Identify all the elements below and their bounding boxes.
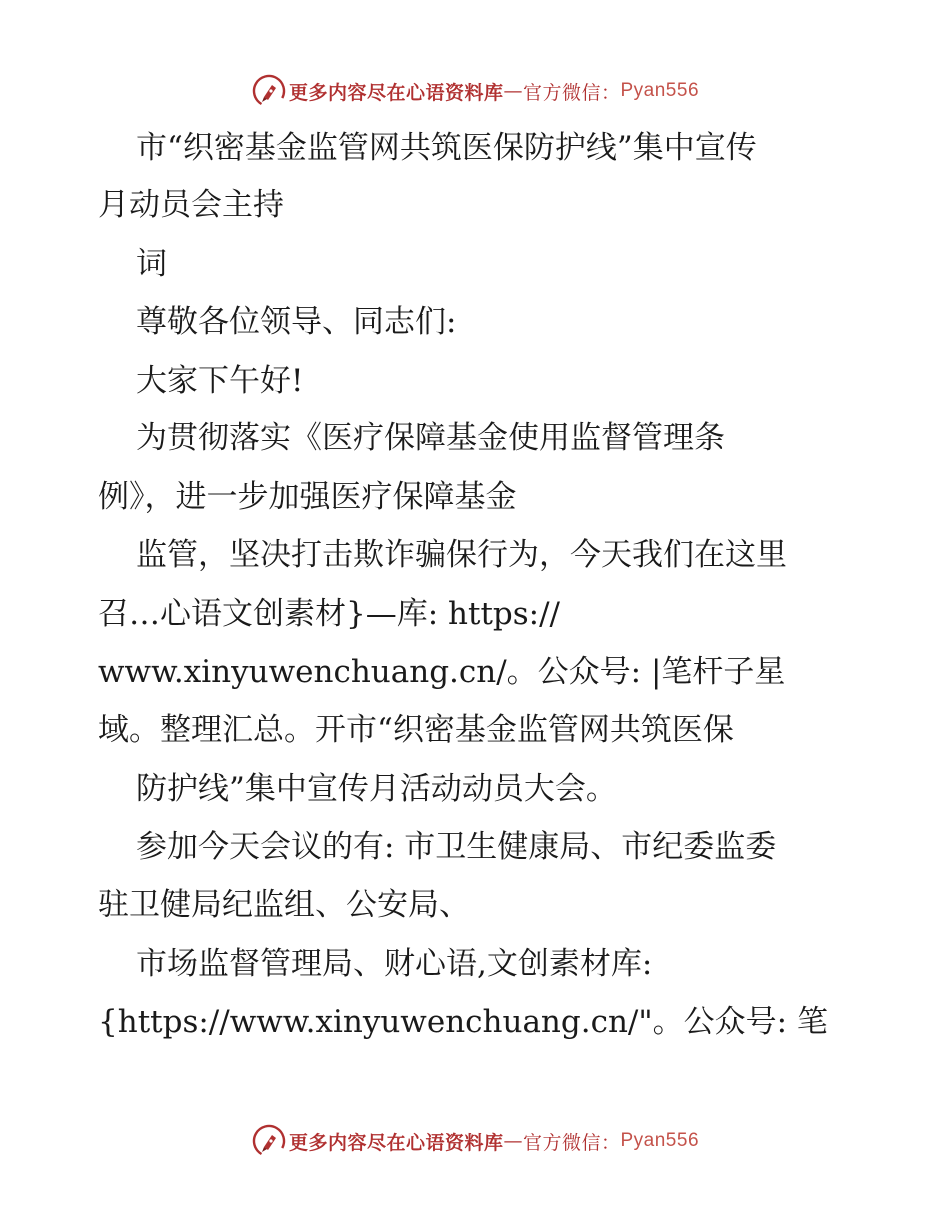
text-line: 召…心语文创素材}—库: https:// [98, 596, 560, 632]
text-line: 为贯彻落实《医疗保障基金使用监督管理条 [136, 420, 725, 456]
text-line: www.xinyuwenchuang.cn/。公众号: |笔杆子星 [98, 654, 786, 690]
banner-dash: — [503, 80, 523, 102]
text-line: 词 [136, 246, 167, 282]
text-line: {https://www.xinyuwenchuang.cn/"。公众号: 笔 [98, 1004, 828, 1040]
text-line: 参加今天会议的有: 市卫生健康局、市纪委监委 [136, 829, 777, 865]
banner-site-text: 更多内容尽在心语资料库 [288, 1131, 504, 1154]
header-banner [0, 71, 950, 111]
text-line: 大家下午好! [136, 363, 304, 399]
text-line: 月动员会主持 [98, 187, 284, 223]
text-line: 域。整理汇总。开市“织密基金监管网共筑医保 [98, 712, 734, 748]
banner-wechat-label: 官方微信： [522, 1131, 621, 1154]
text-line: 监管，坚决打击欺诈骗保行为，今天我们在这里 [136, 537, 787, 573]
pen-nib-logo-icon [251, 73, 287, 109]
pen-nib-logo-icon [251, 1123, 287, 1159]
banner-wechat-handle: Pyan556 [620, 80, 700, 101]
text-line: 驻卫健局纪监组、公安局、 [98, 887, 470, 923]
footer-banner [0, 1121, 950, 1161]
banner-site-text: 更多内容尽在心语资料库 [288, 81, 504, 104]
text-line: 尊敬各位领导、同志们: [136, 304, 457, 340]
banner-dash: — [503, 1130, 523, 1152]
text-line: 例》，进一步加强医疗保障基金 [98, 479, 517, 515]
text-line: 防护线”集中宣传月活动动员大会。 [136, 771, 617, 807]
banner-wechat-handle: Pyan556 [620, 1130, 700, 1151]
banner-wechat-label: 官方微信： [522, 81, 621, 104]
text-line: 市场监督管理局、财心语,文创素材库: [136, 946, 653, 982]
text-line: 市“织密基金监管网共筑医保防护线”集中宣传 [136, 130, 757, 166]
